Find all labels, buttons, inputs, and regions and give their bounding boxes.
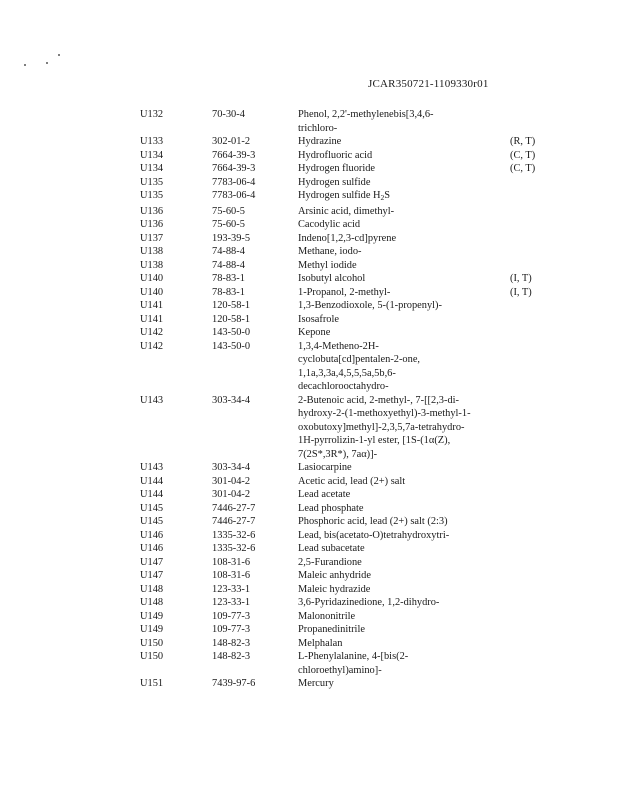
substance-name <box>298 245 510 259</box>
table-row <box>140 583 560 597</box>
cas-number: 74-88-4 <box>212 246 245 257</box>
cas-number: 303-34-4 <box>212 394 251 406</box>
substance-name-line: 1,3-Benzodioxole, 5-(1-propenyl)- <box>298 300 442 311</box>
cas-number: 1335-32-6 <box>212 543 256 554</box>
table-row <box>140 677 560 691</box>
waste-code: U138 <box>140 246 164 257</box>
substance-name <box>298 205 510 219</box>
substance-name-line: Hydrogen fluoride <box>298 163 376 174</box>
cas-number: 109-77-3 <box>212 624 251 635</box>
waste-code: U144 <box>140 475 164 487</box>
hazard-code <box>510 259 556 273</box>
cas-number: 7446-27-7 <box>212 502 256 514</box>
table-row <box>140 272 560 286</box>
cas-number: 193-39-5 <box>212 232 251 244</box>
scan-speck <box>46 62 48 64</box>
cas-number: 120-58-1 <box>212 313 251 325</box>
substance-name-line: 3,6-Pyridazinedione, 1,2-dihydro- <box>298 597 440 608</box>
cas-number: 70-30-4 <box>212 109 245 120</box>
cas-number: 75-60-5 <box>212 219 245 230</box>
substance-name-line: Propanedinitrile <box>298 624 365 635</box>
substance-name-line: Methane, iodo- <box>298 246 362 257</box>
waste-code: U147 <box>140 556 164 568</box>
substance-name <box>298 556 510 570</box>
substance-name <box>298 488 510 502</box>
substance-name-line: Isobutyl alcohol <box>298 273 366 284</box>
hazard-code <box>510 488 556 502</box>
substance-name-line: 1-Propanol, 2-methyl- <box>298 286 391 298</box>
cas-number: 108-31-6 <box>212 556 251 568</box>
waste-code: U143 <box>140 462 164 473</box>
substance-name-line: 7(2S*,3R*), 7aα)]- <box>298 448 378 460</box>
cas-number: 148-82-3 <box>212 637 251 649</box>
substance-name-line: Kepone <box>298 327 331 338</box>
substance-name <box>298 515 510 529</box>
substance-name-line: Hydrazine <box>298 136 342 147</box>
waste-code: U134 <box>140 149 164 161</box>
hazard-code <box>510 218 556 232</box>
hazard-code <box>510 232 556 246</box>
substance-name-line: Maleic hydrazide <box>298 583 371 595</box>
cas-number: 7446-27-7 <box>212 516 256 527</box>
hazard-code <box>510 245 556 259</box>
substance-name-line: Mercury <box>298 678 334 689</box>
substance-name-line: Malononitrile <box>298 610 356 622</box>
substance-name-line: Lead subacetate <box>298 543 365 554</box>
waste-code: U149 <box>140 624 164 635</box>
hazard-code <box>510 610 556 624</box>
waste-code: U141 <box>140 313 164 325</box>
substance-name-line: chloroethyl)amino]- <box>298 664 382 676</box>
substance-name-line: Isosafrole <box>298 313 339 325</box>
substance-name-line: Lasiocarpine <box>298 462 352 473</box>
table-row <box>140 488 560 502</box>
waste-code: U149 <box>140 610 164 622</box>
substance-name <box>298 232 510 246</box>
cas-number: 148-82-3 <box>212 651 251 662</box>
hazard-code: (I, T) <box>510 286 532 298</box>
scan-specks <box>22 52 62 72</box>
substance-name-line: Indeno[1,2,3-cd]pyrene <box>298 232 397 244</box>
substance-name <box>298 542 510 556</box>
hazard-code <box>510 569 556 583</box>
hazard-code <box>510 637 556 651</box>
document-id: JCAR350721-1109330r01 <box>368 78 489 90</box>
hazardous-waste-table <box>140 108 560 691</box>
table-row <box>140 596 560 610</box>
waste-code: U150 <box>140 637 164 649</box>
substance-name-line: Phosphoric acid, lead (2+) salt (2:3) <box>298 516 448 527</box>
hazard-code <box>510 502 556 516</box>
table-row <box>140 650 560 677</box>
waste-code: U135 <box>140 176 164 188</box>
substance-name <box>298 218 510 232</box>
substance-name <box>298 475 510 489</box>
substance-name-line: hydroxy-2-(1-methoxyethyl)-3-methyl-1- <box>298 408 471 419</box>
substance-name <box>298 610 510 624</box>
substance-name-line: 1,1a,3,3a,4,5,5,5a,5b,6- <box>298 367 396 379</box>
hazard-code: (R, T) <box>510 136 536 147</box>
substance-name <box>298 299 510 313</box>
table-row <box>140 529 560 543</box>
waste-code: U140 <box>140 273 164 284</box>
waste-code: U150 <box>140 651 164 662</box>
substance-name-line: 1H-pyrrolizin-1-yl ester, [1S-(1α(Z), <box>298 435 451 446</box>
cas-number: 123-33-1 <box>212 583 251 595</box>
substance-name-line: 2,5-Furandione <box>298 556 362 568</box>
hazard-code <box>510 299 556 313</box>
substance-name <box>298 502 510 516</box>
waste-code: U148 <box>140 583 164 595</box>
cas-number: 143-50-0 <box>212 340 251 352</box>
hazard-code <box>510 515 556 529</box>
table-row <box>140 461 560 475</box>
substance-name <box>298 569 510 583</box>
substance-name <box>298 176 510 190</box>
hazard-code: (C, T) <box>510 149 536 161</box>
table-row <box>140 286 560 300</box>
hazard-code <box>510 650 556 677</box>
substance-name-line: Melphalan <box>298 637 343 649</box>
table-row <box>140 502 560 516</box>
table-row <box>140 569 560 583</box>
hazard-code <box>510 205 556 219</box>
table-row <box>140 515 560 529</box>
cas-number: 7664-39-3 <box>212 163 256 174</box>
waste-code: U136 <box>140 205 164 217</box>
waste-code: U135 <box>140 190 164 201</box>
substance-name <box>298 596 510 610</box>
waste-code: U141 <box>140 300 164 311</box>
substance-name <box>298 189 510 205</box>
substance-name-line: Acetic acid, lead (2+) salt <box>298 475 406 487</box>
table-row <box>140 149 560 163</box>
hazard-code <box>510 340 556 394</box>
hazard-code <box>510 176 556 190</box>
table-row <box>140 610 560 624</box>
hazard-code <box>510 313 556 327</box>
cas-number: 301-04-2 <box>212 489 251 500</box>
substance-name <box>298 272 510 286</box>
substance-name <box>298 623 510 637</box>
cas-number: 303-34-4 <box>212 462 251 473</box>
substance-name-line: decachlorooctahydro- <box>298 381 389 392</box>
table-row <box>140 108 560 135</box>
substance-name <box>298 286 510 300</box>
hazard-code <box>510 583 556 597</box>
cas-number: 78-83-1 <box>212 286 245 298</box>
cas-number: 75-60-5 <box>212 205 245 217</box>
waste-code: U151 <box>140 678 164 689</box>
waste-code: U143 <box>140 394 164 406</box>
table-row <box>140 176 560 190</box>
cas-number: 7783-06-4 <box>212 190 256 201</box>
hazard-code <box>510 556 556 570</box>
substance-name-line: Methyl iodide <box>298 259 357 271</box>
table-row <box>140 637 560 651</box>
cas-number: 123-33-1 <box>212 597 251 608</box>
table-row <box>140 232 560 246</box>
waste-code: U146 <box>140 529 164 541</box>
waste-code: U133 <box>140 136 164 147</box>
substance-name-line: Hydrogen sulfide <box>298 176 371 188</box>
substance-name-line: Cacodylic acid <box>298 219 361 230</box>
substance-name-line: Lead acetate <box>298 489 351 500</box>
substance-name-line: Lead phosphate <box>298 502 364 514</box>
waste-code: U146 <box>140 543 164 554</box>
substance-name <box>298 108 510 135</box>
table-row <box>140 162 560 176</box>
substance-name <box>298 340 510 394</box>
cas-number: 143-50-0 <box>212 327 251 338</box>
waste-code: U140 <box>140 286 164 298</box>
hazard-code <box>510 596 556 610</box>
substance-name-line: Arsinic acid, dimethyl- <box>298 205 395 217</box>
table-row <box>140 313 560 327</box>
scan-speck <box>58 54 60 56</box>
waste-code: U134 <box>140 163 164 174</box>
substance-name <box>298 149 510 163</box>
table-row <box>140 189 560 205</box>
table-row <box>140 623 560 637</box>
waste-code: U148 <box>140 597 164 608</box>
substance-name-line: L-Phenylalanine, 4-[bis(2- <box>298 651 409 662</box>
scan-speck <box>24 64 26 66</box>
substance-name <box>298 650 510 677</box>
hazard-code <box>510 623 556 637</box>
table-row <box>140 475 560 489</box>
cas-number: 301-04-2 <box>212 475 251 487</box>
substance-name <box>298 326 510 340</box>
waste-code: U138 <box>140 259 164 271</box>
substance-name <box>298 162 510 176</box>
subscript: 2 <box>380 193 385 202</box>
cas-number: 108-31-6 <box>212 570 251 581</box>
substance-name-line: Hydrofluoric acid <box>298 149 373 161</box>
cas-number: 7783-06-4 <box>212 176 256 188</box>
hazard-code <box>510 108 556 135</box>
table-row <box>140 340 560 394</box>
table-row <box>140 299 560 313</box>
waste-code: U142 <box>140 327 164 338</box>
table-row <box>140 218 560 232</box>
substance-name <box>298 135 510 149</box>
cas-number: 302-01-2 <box>212 136 251 147</box>
waste-code: U145 <box>140 502 164 514</box>
cas-number: 78-83-1 <box>212 273 245 284</box>
hazard-code: (C, T) <box>510 163 536 174</box>
substance-name <box>298 461 510 475</box>
cas-number: 120-58-1 <box>212 300 251 311</box>
waste-code: U137 <box>140 232 164 244</box>
substance-name <box>298 529 510 543</box>
substance-name <box>298 637 510 651</box>
waste-code: U136 <box>140 219 164 230</box>
table-row <box>140 245 560 259</box>
substance-name-line: Hydrogen sulfide $H_2S$ <box>298 190 391 202</box>
substance-name-line: Maleic anhydride <box>298 570 371 581</box>
table-row <box>140 556 560 570</box>
substance-name <box>298 394 510 462</box>
substance-name-line: cyclobuta[cd]pentalen-2-one, <box>298 354 421 365</box>
waste-code: U132 <box>140 109 164 120</box>
waste-code: U144 <box>140 489 164 500</box>
hazard-code <box>510 461 556 475</box>
cas-number: 7664-39-3 <box>212 149 256 161</box>
cas-number: 74-88-4 <box>212 259 245 271</box>
table-row <box>140 135 560 149</box>
hazard-code <box>510 326 556 340</box>
substance-name-line: 1,3,4-Metheno-2H- <box>298 340 379 352</box>
substance-name <box>298 677 510 691</box>
hazard-code <box>510 677 556 691</box>
waste-code: U142 <box>140 340 164 352</box>
waste-code: U145 <box>140 516 164 527</box>
hazard-code <box>510 394 556 462</box>
cas-number: 1335-32-6 <box>212 529 256 541</box>
waste-code: U147 <box>140 570 164 581</box>
hazard-code <box>510 189 556 205</box>
hazard-code <box>510 542 556 556</box>
substance-name-line: oxobutoxy]methyl]-2,3,5,7a-tetrahydro- <box>298 421 465 433</box>
substance-name <box>298 259 510 273</box>
table-row <box>140 259 560 273</box>
substance-name-line: Phenol, 2,2'-methylenebis[3,4,6- <box>298 109 434 120</box>
table-row <box>140 542 560 556</box>
table-row <box>140 205 560 219</box>
substance-name-line: trichloro- <box>298 122 338 134</box>
hazard-code <box>510 529 556 543</box>
table-row <box>140 394 560 462</box>
substance-name <box>298 583 510 597</box>
cas-number: 7439-97-6 <box>212 678 256 689</box>
substance-name-line: 2-Butenoic acid, 2-methyl-, 7-[[2,3-di- <box>298 394 460 406</box>
table-row <box>140 326 560 340</box>
cas-number: 109-77-3 <box>212 610 251 622</box>
hazard-code <box>510 475 556 489</box>
substance-name <box>298 313 510 327</box>
substance-name-line: Lead, bis(acetato-O)tetrahydroxytri- <box>298 529 450 541</box>
hazard-code: (I, T) <box>510 273 532 284</box>
